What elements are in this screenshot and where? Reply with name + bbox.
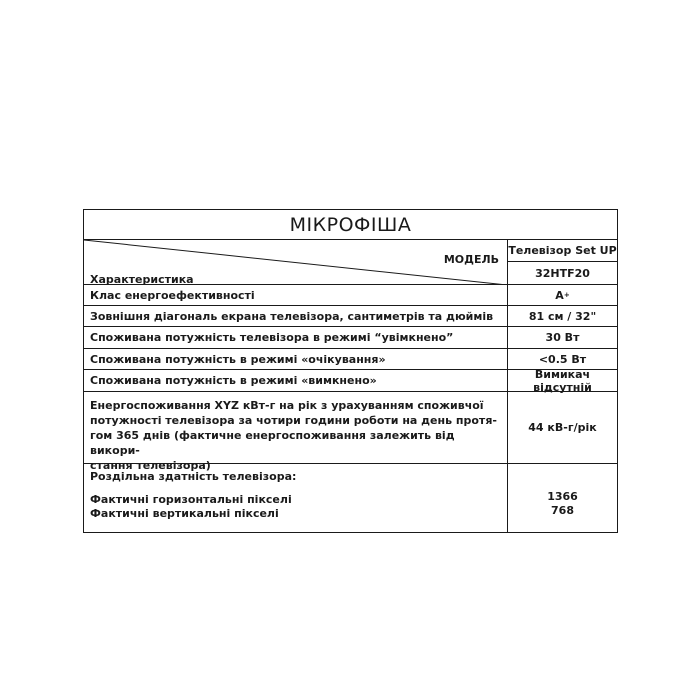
column-divider — [507, 240, 508, 532]
energy-line: гом 365 днів (фактичне енергоспоживання залежить від викори- — [90, 429, 455, 457]
row-value: Вимикач відсутній — [533, 367, 592, 394]
energy-line: стання телевізора) — [90, 459, 211, 472]
vertical-pixels-value: 768 — [551, 504, 574, 517]
table-row — [84, 306, 617, 327]
model-label: МОДЕЛЬ — [443, 253, 499, 266]
microfiche-table — [83, 209, 618, 533]
energy-description — [90, 398, 502, 473]
row-value: 30 Вт — [545, 331, 580, 344]
energy-line: Енергоспоживання XYZ кВт-г на рік з урахуванням споживчої — [90, 399, 484, 412]
row-label: Споживана потужність в режимі «вимкнено» — [90, 374, 377, 387]
row-label: Зовнішня діагональ екрана телевізора, сантиметрів та дюймів — [90, 309, 494, 323]
vertical-pixels-label: Фактичні вертикальні пікселі — [90, 507, 279, 520]
energy-row — [84, 392, 617, 472]
characteristic-label: Характеристика — [90, 273, 194, 286]
row-label: Споживана потужність в режимі «очікування» — [90, 352, 386, 366]
table-title: МІКРОФІША — [84, 210, 617, 240]
product-name: Телевізор Set UP — [508, 240, 617, 262]
resolution-heading: Роздільна здатність телевізора: — [90, 470, 297, 483]
resolution-labels — [90, 470, 502, 521]
table-row — [84, 327, 617, 349]
horizontal-pixels-label: Фактичні горизонтальні пікселі — [90, 493, 292, 506]
horizontal-pixels-value: 1366 — [547, 490, 578, 503]
resolution-row — [84, 464, 617, 532]
row-value: 81 см / 32" — [528, 309, 597, 323]
energy-line: потужності телевізора за чотири години роботи на день протя- — [90, 414, 497, 427]
energy-class-value: A — [555, 288, 564, 302]
table-row — [84, 367, 617, 394]
model-code: 32HTF20 — [535, 267, 590, 280]
row-value: A + — [555, 288, 570, 302]
row-label: Споживана потужність телевізора в режимі “увімкнено” — [90, 331, 454, 344]
energy-value: 44 кВ-г/рік — [528, 421, 597, 434]
row-value: <0.5 Вт — [538, 352, 587, 366]
table-row — [84, 285, 617, 306]
resolution-values — [508, 490, 617, 518]
row-label: Клас енергоефективності — [90, 288, 255, 302]
